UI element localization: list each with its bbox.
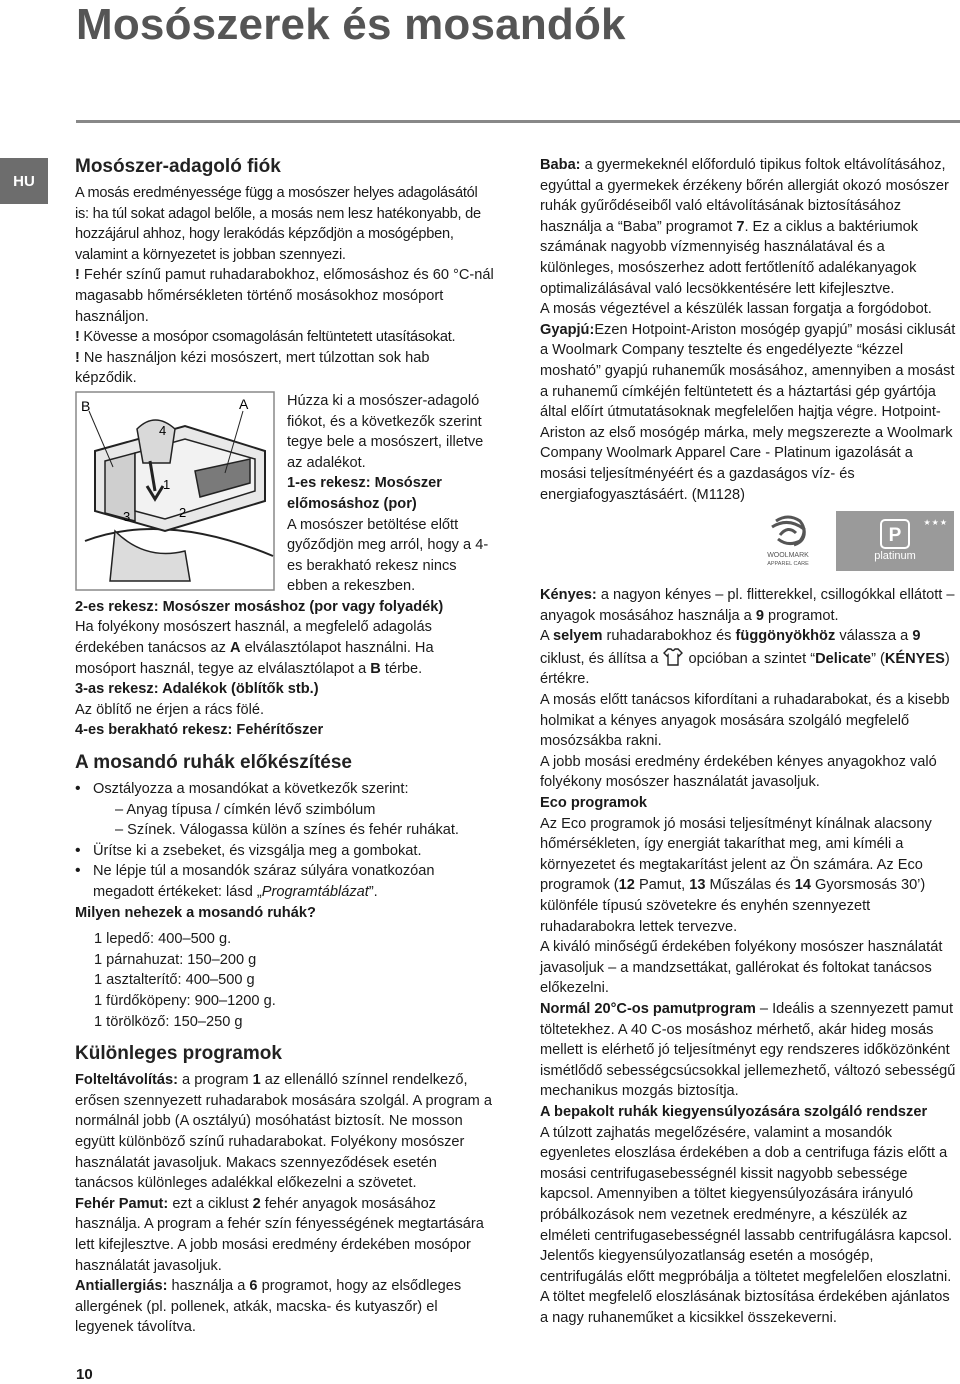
- text-run: ”.: [368, 884, 378, 900]
- warning-powder: [75, 265, 495, 327]
- woolmark-sub: APPAREL CARE: [767, 561, 809, 568]
- eco-title: Eco programok: [540, 795, 648, 812]
- platinum-badge-icon: [836, 511, 954, 571]
- compartment-3-text: Az öblítő ne érjen a rács fölé.: [75, 701, 265, 718]
- text-run: Pamut,: [634, 877, 690, 894]
- text-run: Az Eco programok jó mosási teljesítményt kínálnak alacsony hőmérsékleten, így energiát takaríthat meg, ami kíméli a környezetet és megtakarítást jelent az Ön számára. Az Eco programok (: [540, 815, 932, 894]
- dispenser-figure-row: [75, 391, 495, 597]
- baby-paragraph: [540, 155, 958, 299]
- woolmark-logo-icon: [748, 511, 828, 571]
- emphasis: selyem: [552, 628, 603, 645]
- emphasis: függönyökhöz: [735, 628, 836, 645]
- compartment-4-title: 4-es berakható rekesz: Fehérítőszer: [75, 722, 324, 739]
- figure-label-4: 4: [159, 422, 167, 438]
- balance-paragraph: A túlzott zajhatás megelőzésére, valamint a mosandók egyenletes eloszlása érdekében a dob a centrifuga fázis előtt a mosási centrifugasebességnél kissit nagyobb sebessége kapcsol. Amennyiben a töltet kiegyensúlyozására irányuló próbálkozások nem vezetnek eredményre, a készülék az elméleti centrifugasebességnél lassabb centrifugálásra kapcsol. Jelentős kiegyensúlyozatlanság esetén a mosógép, centrifugálás előtt megpróbálja a töltetet megfelelően eloszlatni. A töltet megfelelő eloszlásának biztosítása érdekében ajánlatos a nagy ruhaneműket a kicsikkel összekeverni.: [540, 1124, 953, 1326]
- figure-label-b: B: [81, 397, 91, 414]
- eco-paragraph: [540, 814, 958, 938]
- compartment-1-text: A mosószer betöltése előtt győződjön meg arról, hogy a 4-es berakható rekesz nincs ebben a rekeszben.: [287, 516, 489, 595]
- text-run: a program: [177, 1072, 253, 1089]
- language-tab: HU: [0, 158, 48, 204]
- weights-list: [75, 929, 495, 1032]
- warning-text: Kövesse a mosópor csomagolásán feltüntetett utasításokat.: [79, 329, 456, 346]
- text-run: a nagyon kényes – pl. flitterekkel, csillogókkal ellátott – anyagok mosásához használja a: [540, 587, 955, 624]
- text-run: A: [540, 628, 553, 645]
- text-run: ) értékre.: [540, 650, 950, 688]
- svg-text:P: P: [888, 525, 902, 547]
- compartment-1-title: 1-es rekesz: Mosószer előmosáshoz (por): [287, 475, 442, 512]
- text-run: használja a: [167, 1278, 250, 1295]
- left-column: [75, 155, 495, 1338]
- heading-preparation: A mosandó ruhák előkészítése: [75, 752, 353, 774]
- compartment-2-title: 2-es rekesz: Mosószer mosáshoz (por vagy folyadék): [75, 598, 444, 615]
- eco-detergent-tip: A kiváló minőségű érdekében folyékony mosószer használatát javasoljuk – a mandzsettákat, gallérokat és foltokat tanácsos előkezelni.: [540, 939, 943, 997]
- stain-removal-paragraph: [75, 1070, 495, 1194]
- page-number: 10: [76, 1366, 93, 1383]
- text-run: programot.: [763, 607, 839, 624]
- warning-text: Fehér színű pamut ruhadarabokhoz, előmosáshoz és 60 °C-nál magasabb hőmérsékleten történő mosásokhoz mosóport használjon.: [75, 267, 494, 325]
- normal-20c-paragraph: [540, 999, 958, 1102]
- list-item: [75, 861, 495, 902]
- preparation-list: [75, 779, 495, 903]
- text-run: opcióban a szintet “: [684, 650, 816, 667]
- sub-list-item: – Színek. Válogassa külön a színes és fehér ruhákat.: [115, 822, 459, 839]
- balance-title: A bepakolt ruhák kiegyensúlyozására szolgáló rendszer: [540, 1103, 928, 1120]
- figure-label-3: 3: [123, 508, 131, 524]
- weight-item: 1 törölköző: 150–250 g: [94, 1013, 243, 1030]
- text-run: programot, hogy az elsődleges allergének (pl. pollenek, atkák, macska- és kutyaszőr) el legyenek távolítva.: [75, 1278, 462, 1336]
- delicate-title: Kényes:: [540, 587, 597, 604]
- woolmark-name: WOOLMARK: [767, 552, 809, 560]
- list-item: [75, 779, 495, 841]
- program-number: 14: [794, 877, 811, 894]
- anti-allergy-paragraph: [75, 1276, 495, 1338]
- text-run: Műszálas és: [705, 877, 795, 894]
- text-run: ezt a ciklust: [168, 1195, 253, 1212]
- warning-mark: !: [75, 267, 80, 284]
- sub-list-item: – Anyag típusa / címkén lévő szimbólum: [115, 801, 376, 818]
- program-number: 6: [249, 1278, 258, 1295]
- title-divider: [76, 120, 960, 123]
- intro-paragraph: A mosás eredményessége függ a mosószer helyes adagolásától is: ha túl sokat adagol belőle, a mosás nem lesz hatékonyabb, de hozzájárul ahhoz, hogy lerakódás képződjön a mosógépben, valamint a környezetet is jobban szennyezi.: [75, 185, 481, 263]
- space-b: B: [370, 660, 381, 677]
- compartment-3-title: 3-as rekesz: Adalékok (öblítők stb.): [75, 681, 319, 698]
- delicate-tip-2: A jobb mosási eredmény érdekében kényes anyagokhoz való folyékony mosószer használatát javasoljuk.: [540, 753, 937, 791]
- emphasis: KÉNYES: [884, 650, 945, 667]
- normal-20c-title: Normál 20°C-os pamutprogram: [540, 1000, 756, 1017]
- weight-item: 1 asztalterítő: 400–500 g: [94, 972, 255, 989]
- warning-handwash: [75, 348, 495, 389]
- platinum-label: platinum: [874, 549, 916, 562]
- weight-item: 1 párnahuzat: 150–200 g: [94, 951, 257, 968]
- text-run: ” (: [871, 650, 885, 667]
- warning-text: Ne használjon kézi mosószert, mert túlzottan sok hab képződik.: [75, 349, 430, 387]
- figure-caption-block: [287, 391, 495, 597]
- heading-dispenser: Mosószer-adagoló fiók: [75, 156, 281, 177]
- text-run: ciklust, és állítsa a: [540, 650, 663, 667]
- list-item: • Ürítse ki a zsebeket, és vizsgálja meg a gombokat.: [75, 841, 495, 862]
- dispenser-instructions: Húzza ki a mosószer-adagoló fiókot, és a következők szerint tegye bele a mosószert, illetve az adalékot.: [287, 392, 484, 471]
- anti-allergy-title: Antiallergiás:: [75, 1278, 168, 1295]
- platinum-stars: ★★★: [923, 518, 948, 528]
- baby-title: Baba:: [540, 157, 581, 173]
- text-run: az ellenálló színnel rendelkező, erősen szennyezett ruhadarabok mosására szolgál. A program a normálnál jobb (A osztályú) mosóhatást biztosít. Ne mosson együtt különböző színű ruhadarabokat. Folyékony mosószer használatát javasoljuk. Makacs szennyeződések esetén tanácsos különleges adalékkal előkezelni a szövetet.: [75, 1072, 492, 1192]
- text-run: Ne lépje túl a mosandók száraz súlyára vonatkozóan megadott értékeket: lásd „: [93, 863, 435, 900]
- certification-logos: [540, 511, 954, 571]
- delicate-paragraph: [540, 585, 958, 626]
- text-run: válassza a: [835, 628, 913, 645]
- text-run: fehér anyagok mosásához használja. A program a fehér szín fényességének megtartására lett kifejlesztve. A jobb mosási eredmény érdekében mosópor használatát javasoljuk.: [75, 1195, 484, 1274]
- warning-mark: !: [75, 349, 80, 366]
- text-run: elválasztólapot használni. Ha mosóport használ, tegye az elválasztólapot a: [75, 640, 434, 677]
- program-number: 12: [618, 877, 635, 894]
- text-run: a gyermekeknél előforduló tipikus foltok eltávolításához, egyúttal a gyermekek érzékeny bőrén allergiát okozó mosószer ruhák gyűrődéseiből való eltávolításának biztosításához használja a “Baba” programot: [540, 157, 949, 235]
- program-number: 2: [252, 1195, 261, 1212]
- text-run: Ezen Hotpoint-Ariston mosógép gyapjú” mosási ciklusát a Woolmark Company tesztelte és engedélyezte “kézzel mosható” gyapjú ruhaneműk mosásához, amennyiben a mosást a ruhanemű címkéjén feltüntetett és a háztartási gép gyártója által előírt útmutatásoknak megfelelően hajtja végre. Hotpoint-Ariston az első mosógép márka, mely megszerezte a Woolmark Company Woolmark Apparel Care - Platinum igazolását a mosási teljesítményéért és a gazdaságos víz- és energiafogyasztásáért. (M1128): [540, 321, 956, 503]
- text-run: térbe.: [380, 660, 423, 677]
- silk-paragraph: [540, 626, 958, 690]
- text-run: Ha folyékony mosószert használ, a megfelelő adagolás érdekében tanácsos az: [75, 619, 432, 657]
- detergent-dispenser-drawer-icon: [75, 391, 275, 591]
- delicate-tip-1: A mosás előtt tanácsos kifordítani a ruhadarabokat, és a kisebb holmikat a kényes anyagok mosására szolgáló megfelelő mosózsákba rakni.: [540, 692, 950, 750]
- figure-label-1: 1: [163, 476, 171, 492]
- emphasis: Delicate: [815, 650, 872, 667]
- figure-label-a: A: [239, 395, 249, 412]
- page-title: Mosószerek és mosandók: [76, 0, 626, 49]
- text-run: Gyorsmosás 30’) különféle típusú szövetekre és enyhén szennyezett ruhadarabokra lettek tervezve.: [540, 877, 926, 935]
- right-column: [540, 155, 958, 1328]
- shirt-care-icon: [662, 647, 684, 667]
- baby-drum-note: A mosás végeztével a készülék lassan forgatja a forgódobot.: [540, 301, 932, 318]
- text-run: . Ez a ciklus a baktériumok számának nagyobb vízmennyiség használatával és a különleges, mosószerhez adott fertőtlenítő adalékanyagok optimalizálásával való lecsökkentésére lett kifejlesztve.: [540, 218, 919, 297]
- heading-special-programs: Különleges programok: [75, 1043, 282, 1065]
- program-number: 9: [755, 607, 764, 624]
- wool-title: Gyapjú:: [540, 321, 595, 338]
- compartment-2-text: [75, 617, 495, 679]
- weights-title: Milyen nehezek a mosandó ruhák?: [75, 904, 316, 921]
- warning-mark: !: [75, 329, 80, 346]
- warning-instructions: [75, 327, 495, 348]
- text-run: ruhadarabokhoz és: [602, 628, 736, 645]
- text-run: – Ideális a szennyezett pamut töltetekhez. A 40 C-os mosáshoz mérhető, akár hideg mosás mellett is elérhető jó teljesítményt egy rendszeres időközönként ismétlődő sebességcsúcsokkal jellemezhető, változó sebességű mechanikus mozgás biztosítja.: [540, 1000, 956, 1100]
- program-number: 7: [736, 218, 745, 235]
- program-number: 1: [252, 1072, 261, 1089]
- weight-item: 1 fürdőköpeny: 900–1200 g.: [94, 992, 276, 1009]
- white-cotton-title: Fehér Pamut:: [75, 1195, 169, 1212]
- separator-a: A: [229, 640, 241, 657]
- white-cotton-paragraph: [75, 1194, 495, 1276]
- program-number: 9: [912, 628, 921, 645]
- stain-removal-title: Folteltávolítás:: [75, 1072, 178, 1089]
- figure-label-2: 2: [179, 504, 187, 520]
- list-item-text: Osztályozza a mosandókat a következők szerint:: [93, 781, 409, 798]
- program-number: 13: [689, 877, 706, 894]
- weight-item: 1 lepedő: 400–500 g.: [94, 931, 232, 948]
- wool-paragraph: [540, 320, 958, 505]
- program-table-reference: Programtáblázat: [261, 884, 369, 900]
